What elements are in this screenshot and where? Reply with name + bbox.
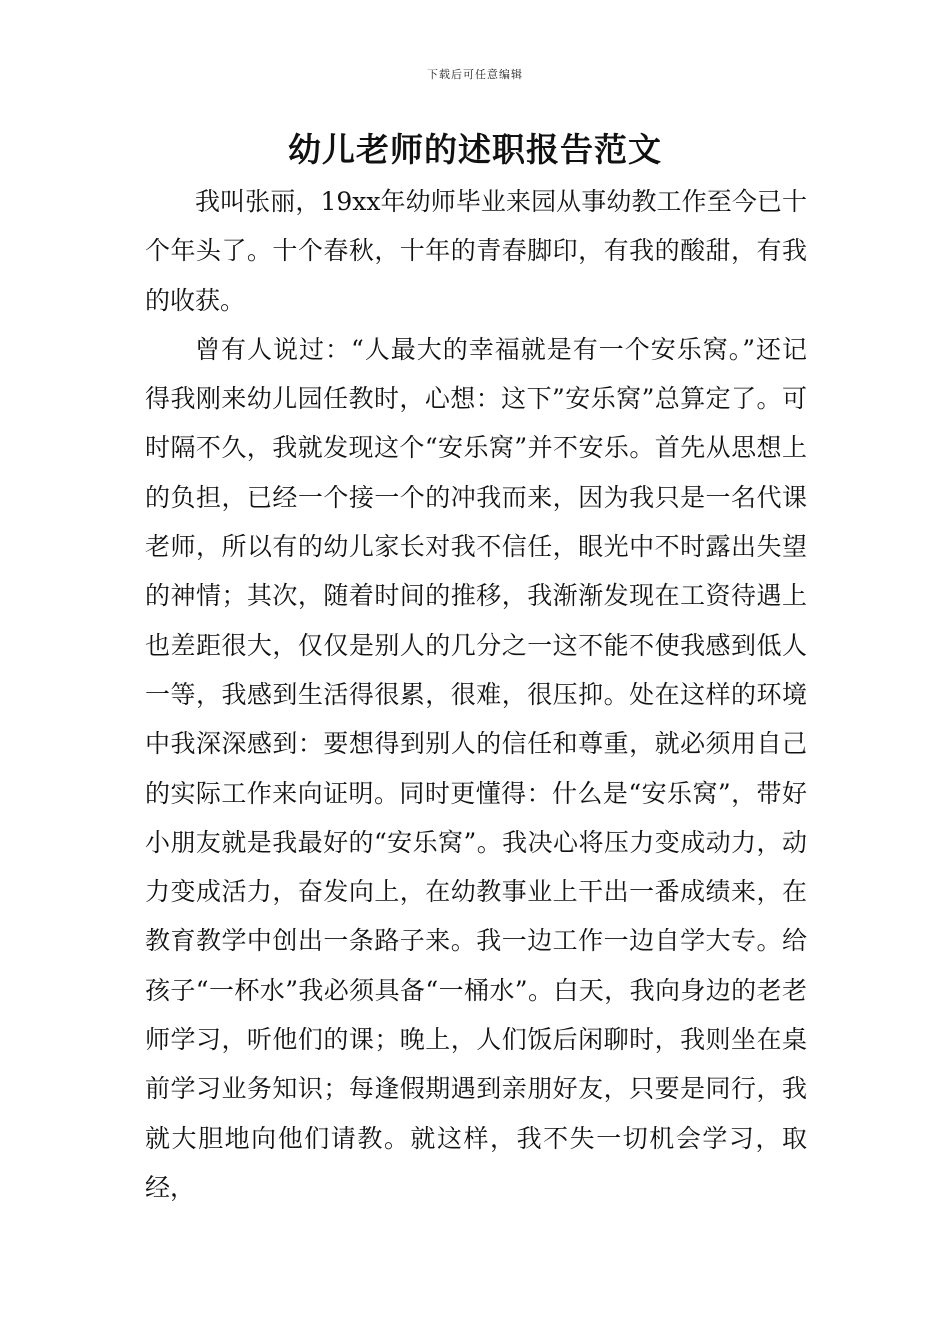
document-body xyxy=(145,177,807,1212)
paragraph-intro: 我叫张丽，19xx年幼师毕业来园从事幼教工作至今已十个年头了。十个春秋，十年的青春脚印，有我的酸甜，有我的收获。 xyxy=(145,187,807,315)
document-title: 幼儿老师的述职报告范文 xyxy=(288,130,662,169)
paragraph-main: 曾有人说过：“人最大的幸福就是有一个安乐窝。”还记得我刚来幼儿园任教时，心想：这下”安乐窝”总算定了。可时隔不久，我就发现这个“安乐窝”并不安乐。首先从思想上的负担，已经一个接一个的冲我而来，因为我只是一名代课老师，所以有的幼儿家长对我不信任，眼光中不时露出失望的神情；其次，随着时间的推移，我渐渐发现在工资待遇上也差距很大，仅仅是别人的几分之一这不能不使我感到低人一等，我感到生活得很累，很难，很压抑。处在这样的环境中我深深感到：要想得到别人的信任和尊重，就必须用自己的实际工作来向证明。同时更懂得：什么是“安乐窝”，带好小朋友就是我最好的“安乐窝”。我决心将压力变成动力，动力变成活力，奋发向上，在幼教事业上干出一番成绩来，在教育教学中创出一条路子来。我一边工作一边自学大专。给孩子“一杯水”我必须具备“一桶水”。白天，我向身边的老老师学习，听他们的课；晚上，人们饭后闲聊时，我则坐在桌前学习业务知识；每逢假期遇到亲朋好友，只要是同行，我就大胆地向他们请教。就这样，我不失一切机会学习，取经， xyxy=(145,334,807,1202)
header-note: 下载后可任意编辑 xyxy=(427,68,523,81)
